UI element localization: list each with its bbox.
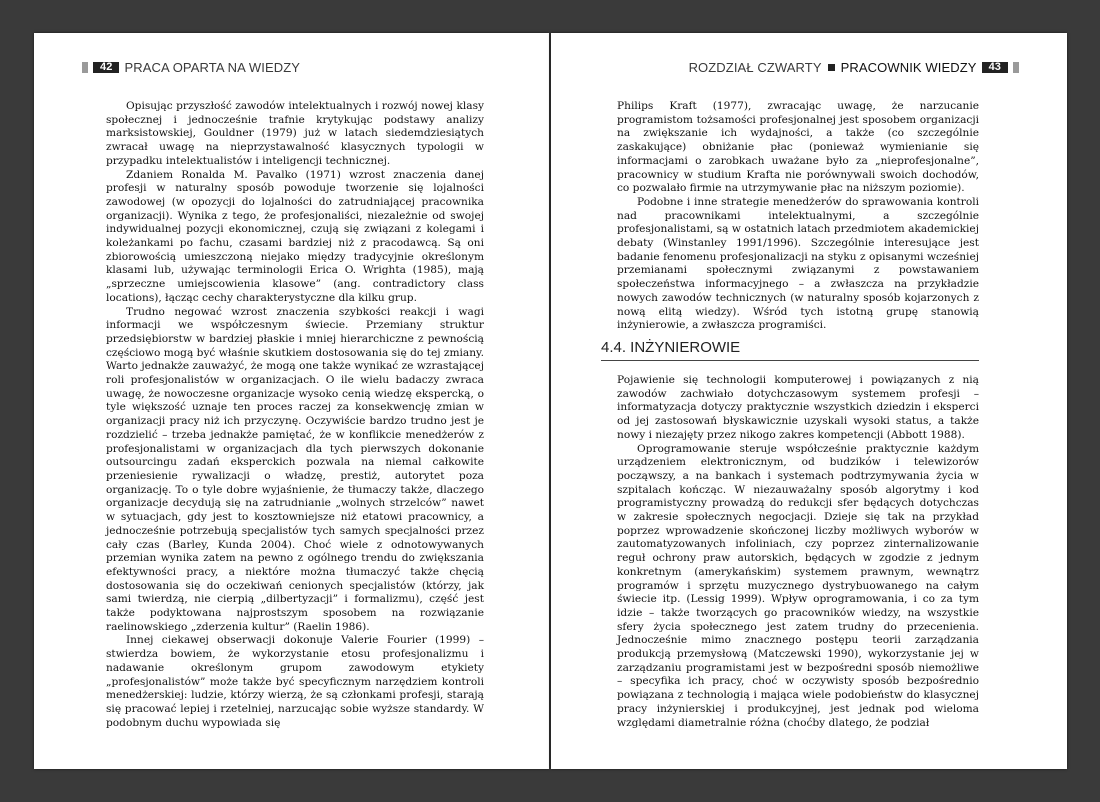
right-body-text-bottom — [617, 374, 979, 730]
square-separator — [828, 64, 835, 71]
left-page — [34, 33, 549, 769]
running-head: PRACA OPARTA NA WIEDZY — [124, 59, 301, 75]
chapter-label: ROZDZIAŁ CZWARTY — [688, 59, 822, 75]
right-body-text-top — [617, 100, 979, 333]
paragraph: Podobne i inne strategie menedżerów do sprawowania kontroli nad pracownikami intelektualnymi, a szczególnie profesjonalistami, są w ostatnich latach przedmiotem akademickiej debaty (Winstanley 1991/1996). Szczególnie interesujące jest badanie fenomenu profesjonalizacji na styku z opisanymi wcześniej przemianami społecznymi związanymi z powstawaniem społeczeństwa informacyjnego – a zwłaszcza na przykładzie nowych zawodów technicznych (w naturalny sposób kojarzonych z nową elitą wiedzy). Wśród tych istotną grupę stanowią inżynierowie, a zwłaszcza programiści. — [617, 195, 979, 332]
page-number: 43 — [982, 62, 1008, 73]
left-running-header — [82, 59, 300, 75]
section-heading: 4.4. INŻYNIEROWIE — [601, 339, 979, 361]
paragraph: Philips Kraft (1977), zwracając uwagę, że narzucanie programistom tożsamości profesjonalnej jest sposobem organizacji na zwiększanie ich wydajności, a także (co szczególnie zaskakujące) obniżanie płac (ponieważ wymienianie się informacjami o zarobkach uważane było za „nieprofesjonalne”, pracownicy w studium Krafta nie porównywali swoich dochodów, co pozwalało firmie na utrzymywanie płac na niższym poziomie). — [617, 100, 979, 195]
folio-bar — [82, 62, 88, 73]
paragraph: Zdaniem Ronalda M. Pavalko (1971) wzrost znaczenia danej profesji w naturalny sposób powoduje tworzenie się lojalności zawodowej (w opozycji do lojalności do zatrudniającej pracownika organizacji). Wynika z tego, że profesjonaliści, niezależnie od swojej indywidualnej pozycji ekonomicznej, czują się związani z kolegami i koleżankami po fachu, czasami bardziej niż z pracodawcą. Są oni zbiorowością umieszczoną niejako między tradycyjnie określonym klasami lub, używając terminologii Erica O. Wrighta (1985), mają „sprzeczne umiejscowienia klasowe” (ang. contradictory class locations), łącząc cechy charakterystyczne dla kilku grup. — [106, 168, 484, 304]
paragraph: Trudno negować wzrost znaczenia szybkości reakcji i wagi informacji we współczesnym świecie. Przemiany struktur przedsiębiorstw w bardziej płaskie i mniej hierarchiczne z pewnością częściowo mogą być właśnie skutkiem dostosowania się do tej zmiany. Warto jednakże zauważyć, że mogą one także wynikać ze wzrastającej roli profesjonalistów w organizacjach. O ile wielu badaczy zwraca uwagę, że nowoczesne organizacje wysoko cenią wiedzę ekspercką, o tyle większość uznaje ten proces raczej za konsekwencję zmian w organizacji pracy niż ich przyczynę. Oczywiście bardzo trudno jest je rozdzielić – trzeba jednakże pamiętać, że w konflikcie menedżerów z profesjonalistami w organizacjach dla tych pierwszych dokonanie outsourcingu zadań eksperckich pozwala na niemal całkowite przeniesienie rywalizacji o władzę, prestiż, autorytet poza organizację. To o tyle dobre wyjaśnienie, że tłumaczy także, dlaczego organizacje decydują się na zatrudnianie „wolnych strzelców” nawet w sytuacjach, gdy jest to kosztowniejsze niż etatowi pracownicy, a jednocześnie potrzebują specjalistów tych samych specjalności przez cały czas (Barley, Kunda 2004). Choć wiele z odnotowywanych przemian wynika zatem na pewno z ogólnego trendu do zwiększania efektywności pracy, a niektóre można tłumaczyć także chęcią dostosowania się do oczekiwań cenionych specjalistów (którzy, jak sami twierdzą, nie cierpią „dilbertyzacji” i formalizmu), część jest także podyktowana najprostszym sposobem na rozwiązanie raelinowskiego „zderzenia kultur” (Raelin 1986). — [106, 305, 484, 633]
paragraph: Innej ciekawej obserwacji dokonuje Valerie Fourier (1999) – stwierdza bowiem, że wykorzystanie etosu profesjonalizmu i nadawanie określonym grupom zawodowym etykiety „profesjonalistów” może także być specyficznym narzędziem kontroli menedżerskiej: ludzie, którzy wierzą, że są członkami profesji, starają się pracować lepiej i rzetelniej, narzucając sobie wyższe standardy. W podobnym duchu wypowiada się — [106, 634, 484, 729]
running-head: PRACOWNIK WIEDZY — [840, 59, 977, 75]
paragraph: Pojawienie się technologii komputerowej i powiązanych z nią zawodów zachwiało dotychczasowym systemem profesji – informatyzacja dotyczy praktycznie wszystkich dziedzin i eksperci od jej zastosowań błyskawicznie uzyskali wysoki status, a także nowy i niezajęty przez nikogo zakres kompetencji (Abbott 1988). — [617, 374, 979, 441]
right-page — [551, 33, 1067, 769]
left-body-text — [106, 100, 484, 730]
paragraph: Opisując przyszłość zawodów intelektualnych i rozwój nowej klasy społecznej i jednocześnie trafnie krytykując podstawy analizy marksistowskiej, Gouldner (1979) już w latach siedemdziesiątych zwracał uwagę na nieprzystawalność klasycznych typologii w przypadku intelektualistów i inteligencji technicznej. — [106, 100, 484, 167]
paragraph: Oprogramowanie steruje współcześnie praktycznie każdym urządzeniem elektronicznym, od budzików i telewizorów począwszy, a na bankach i systemach podtrzymywania życia w szpitalach kończąc. W niezauważalny sposób algorytmy i kod programistyczny prowadzą do redukcji sfer będących dotychczas w zakresie społecznych negocjacji. Dzieje się tak na przykład poprzez wprowadzenie skończonej liczby możliwych wyborów w zautomatyzowanych infoliniach, czy poprzez zinternalizowanie reguł ochrony praw autorskich, będących w zgodzie z jednym konkretnym (amerykańskim) systemem prawnym, wewnątrz programów i sprzętu muzycznego dystrybuowanego na całym świecie itp. (Lessig 1999). Wpływ oprogramowania, i co za tym idzie – także tworzących go pracowników wiedzy, na wszystkie sfery życia społecznego jest zatem trudny do przecenienia. Jednocześnie mimo znacznego postępu teorii zarządzania produkcją przemysłową (Matczewski 1990), wykorzystanie jej w zarządzaniu programistami jest w bezpośredni sposób niemożliwe – specyfika ich pracy, choć w oczywisty sposób bezpośrednio powiązana z technologią i mająca wiele podobieństw do klasycznej pracy inżynierskiej i produkcyjnej, jest jednak pod wieloma względami diametralnie różna (choćby dlatego, że podział — [617, 442, 979, 729]
folio-bar — [1013, 62, 1019, 73]
right-running-header — [689, 59, 1019, 75]
page-number: 42 — [93, 62, 119, 73]
